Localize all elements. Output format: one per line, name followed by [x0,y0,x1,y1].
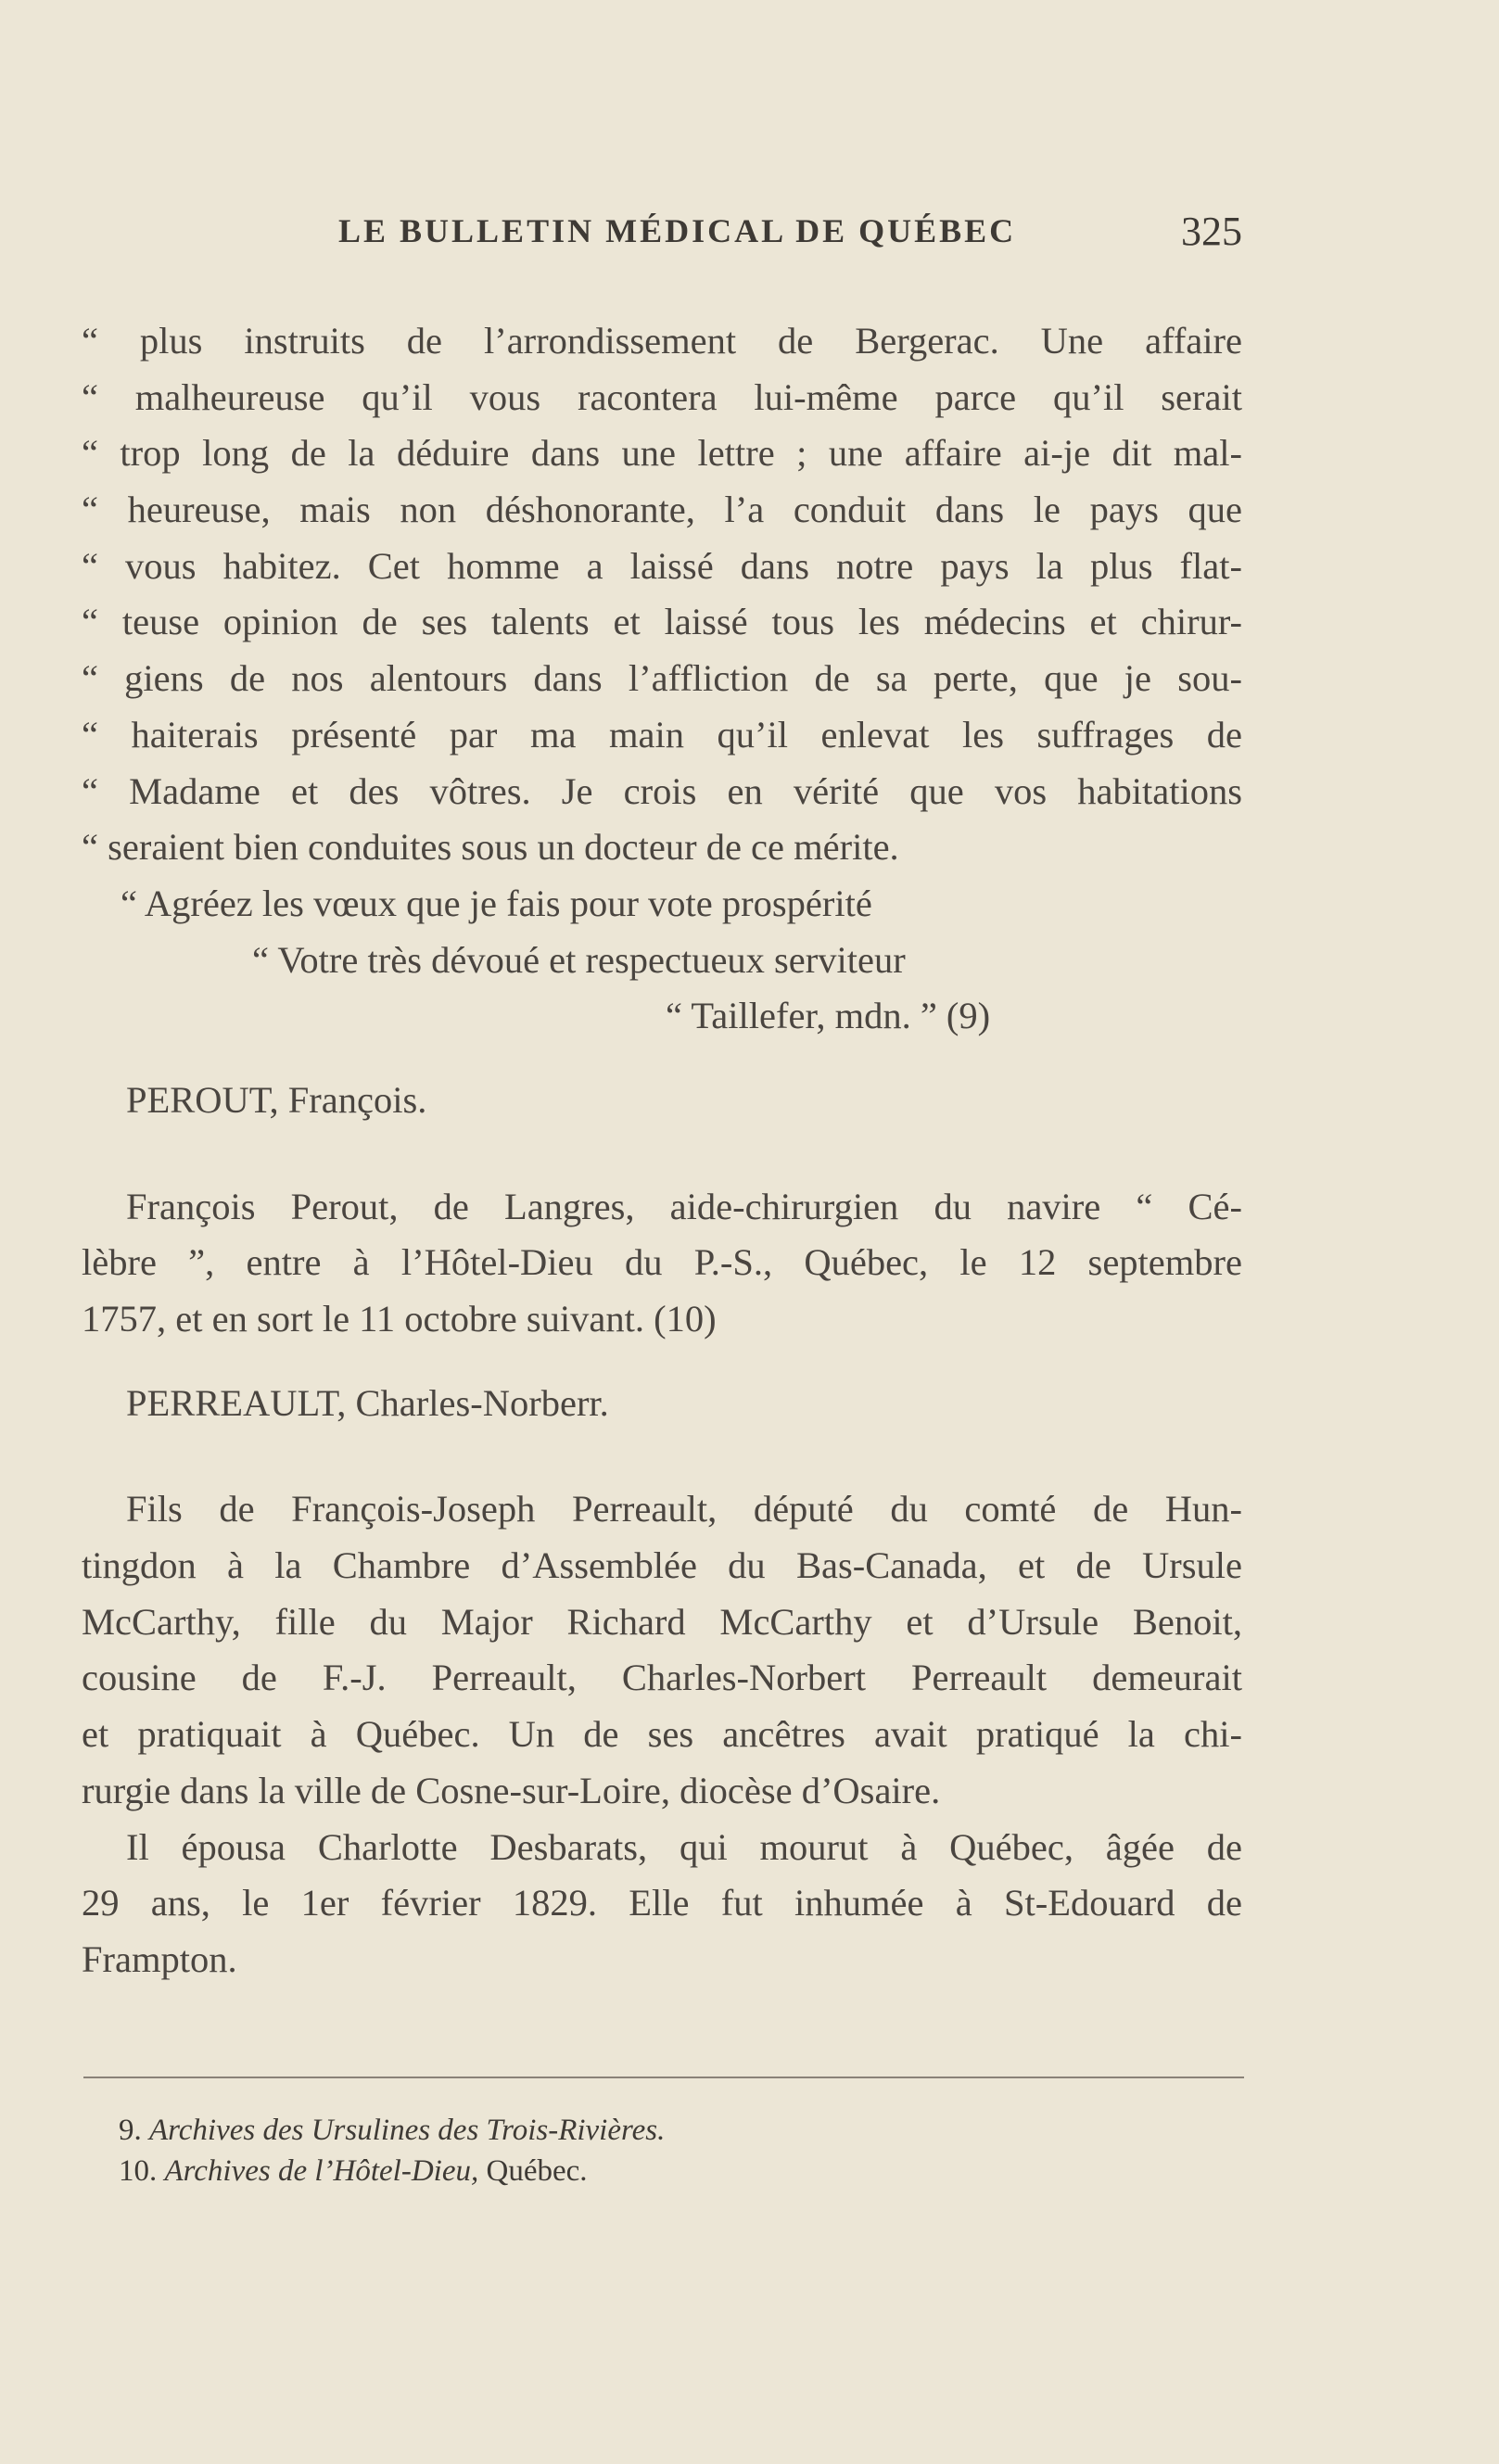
letter-excerpt [82,313,1242,1045]
letter-line: “ Madame et des vôtres. Je crois en vérité que vos habitations [82,769,1242,812]
letter-line: “ teuse opinion de ses talents et laissé tous les médecins et chirur- [82,601,1242,643]
body-line: lèbre ”, entre à l’Hôtel-Dieu du P.-S., Québec, le 12 septembre [82,1241,1242,1284]
body-line: cousine de F.-J. Perreault, Charles-Norbert Perreault demeurait [82,1657,1242,1699]
footnote-10 [119,2151,665,2191]
letter-signature: “ Taillefer, mdn. ” (9) [666,995,991,1037]
letter-line: “ malheureuse qu’il vous racontera lui-même parce qu’il serait [82,375,1242,418]
footnote-number: 10. [119,2154,158,2188]
body-line: Il épousa Charlotte Desbarats, qui mourut à Québec, âgée de [126,1825,1242,1868]
letter-closing: “ Votre très dévoué et respectueux serviteur [252,938,906,981]
journal-title: LE BULLETIN MÉDICAL DE QUÉBEC [338,212,1017,249]
page-number: 325 [1181,209,1242,254]
letter-line: “ giens de nos alentours dans l’affliction de sa perte, que je sou- [82,657,1242,700]
footnote-text: Archives des Ursulines des Trois-Rivières. [149,2114,666,2147]
letter-line: “ plus instruits de l’arrondissement de Bergerac. Une affaire [82,320,1242,362]
body-line: rurgie dans la ville de Cosne-sur-Loire, diocèse d’Osaire. [82,1769,941,1811]
body-line: 29 ans, le 1er février 1829. Elle fut inhumée à St-Edouard de [82,1882,1242,1924]
letter-line: “ seraient bien conduites sous un docteur de ce mérite. [82,826,899,869]
body-line: McCarthy, fille du Major Richard McCarthy et d’Ursule Benoit, [82,1600,1242,1643]
body-text [82,313,1242,1988]
entry-heading-perout: PEROUT, François. [126,1078,427,1121]
body-line: Frampton. [82,1937,237,1980]
footnote-9 [119,2110,665,2151]
footnote-number: 9. [119,2114,142,2147]
footnotes [119,2110,665,2191]
footnote-text-italic: Archives de l’Hôtel-Dieu, [164,2154,479,2188]
letter-closing: “ Agréez les vœux que je fais pour vote prospérité [121,882,872,924]
entry-body-perreault [82,1481,1242,1988]
letter-line: “ heureuse, mais non déshonorante, l’a conduit dans le pays que [82,489,1242,531]
footnote-divider [83,2077,1244,2078]
running-header [83,211,1242,267]
entry-body-perout [82,1179,1242,1348]
body-line: tingdon à la Chambre d’Assemblée du Bas-Canada, et de Ursule [82,1544,1242,1587]
letter-line: “ haiterais présenté par ma main qu’il enlevat les suffrages de [82,713,1242,756]
letter-line: “ trop long de la déduire dans une lettre ; une affaire ai-je dit mal- [82,432,1242,475]
body-line: et pratiquait à Québec. Un de ses ancêtres avait pratiqué la chi- [82,1713,1242,1756]
body-line: 1757, et en sort le 11 octobre suivant. (10) [82,1298,717,1340]
footnote-text-plain: Québec. [478,2154,588,2188]
letter-line: “ vous habitez. Cet homme a laissé dans notre pays la plus flat- [82,544,1242,587]
body-line: Fils de François-Joseph Perreault, député du comté de Hun- [126,1488,1242,1530]
body-line: François Perout, de Langres, aide-chirurgien du navire “ Cé- [126,1185,1242,1227]
entry-heading-perreault: PERREAULT, Charles-Norberr. [126,1381,609,1424]
